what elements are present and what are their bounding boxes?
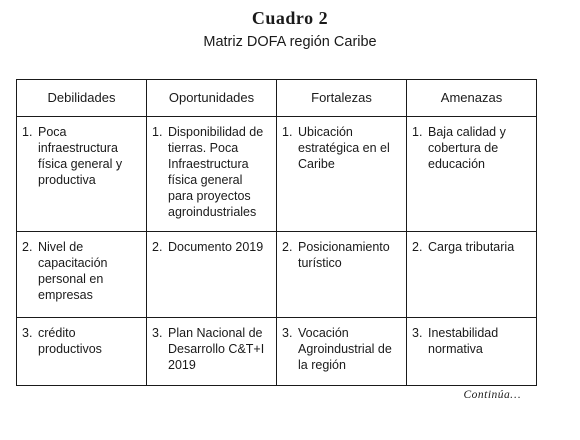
- table-row: [17, 117, 537, 232]
- table-row: [17, 232, 537, 318]
- table-cell: [147, 232, 277, 318]
- item-text: Posicionamiento turístico: [298, 240, 390, 270]
- dofa-matrix-table: [16, 79, 537, 386]
- item-number: 2.: [152, 240, 163, 254]
- item-text: Vocación Agroindustrial de la región: [298, 326, 392, 372]
- header-row: [17, 80, 537, 117]
- item-number: 3.: [412, 326, 423, 340]
- item-text: Nivel de capacitación personal en empresas: [38, 240, 108, 302]
- header-debilidades: Debilidades: [17, 80, 147, 117]
- item-text: Plan Nacional de Desarrollo C&T+I 2019: [168, 326, 265, 372]
- item-number: 3.: [22, 326, 33, 340]
- header-fortalezas: Fortalezas: [277, 80, 407, 117]
- table-cell: [17, 232, 147, 318]
- header-amenazas: Amenazas: [407, 80, 537, 117]
- item-text: Documento 2019: [168, 240, 264, 254]
- table-cell: [147, 117, 277, 232]
- table-cell: [17, 318, 147, 386]
- item-text: Ubicación estratégica en el Caribe: [298, 125, 390, 171]
- item-number: 1.: [282, 125, 293, 139]
- table-cell: [17, 117, 147, 232]
- item-number: 2.: [412, 240, 423, 254]
- item-number: 2.: [282, 240, 293, 254]
- table-caption-title: Matriz DOFA región Caribe: [203, 34, 377, 50]
- table-caption-number: Cuadro 2: [251, 8, 329, 28]
- item-number: 1.: [22, 125, 33, 139]
- item-number: 1.: [412, 125, 423, 139]
- continued-note: Continúa…: [463, 389, 521, 401]
- table-cell: [277, 232, 407, 318]
- table-cell: [277, 117, 407, 232]
- table-cell: [407, 318, 537, 386]
- item-number: 1.: [152, 125, 163, 139]
- item-number: 2.: [22, 240, 33, 254]
- table-cell: [407, 232, 537, 318]
- item-text: Poca infraestructura física general y productiva: [38, 125, 123, 187]
- item-text: Inestabilidad normativa: [428, 326, 499, 356]
- table-cell: [147, 318, 277, 386]
- table-row: [17, 318, 537, 386]
- item-number: 3.: [282, 326, 293, 340]
- header-oportunidades: Oportunidades: [147, 80, 277, 117]
- table-cell: [277, 318, 407, 386]
- item-text: Carga tributaria: [428, 240, 515, 254]
- table-cell: [407, 117, 537, 232]
- item-number: 3.: [152, 326, 163, 340]
- item-text: Disponibilidad de tierras. Poca Infraestructura física general para proyectos agroindustriales: [168, 125, 264, 219]
- item-text: crédito productivos: [38, 326, 102, 356]
- item-text: Baja calidad y cobertura de educación: [428, 125, 506, 171]
